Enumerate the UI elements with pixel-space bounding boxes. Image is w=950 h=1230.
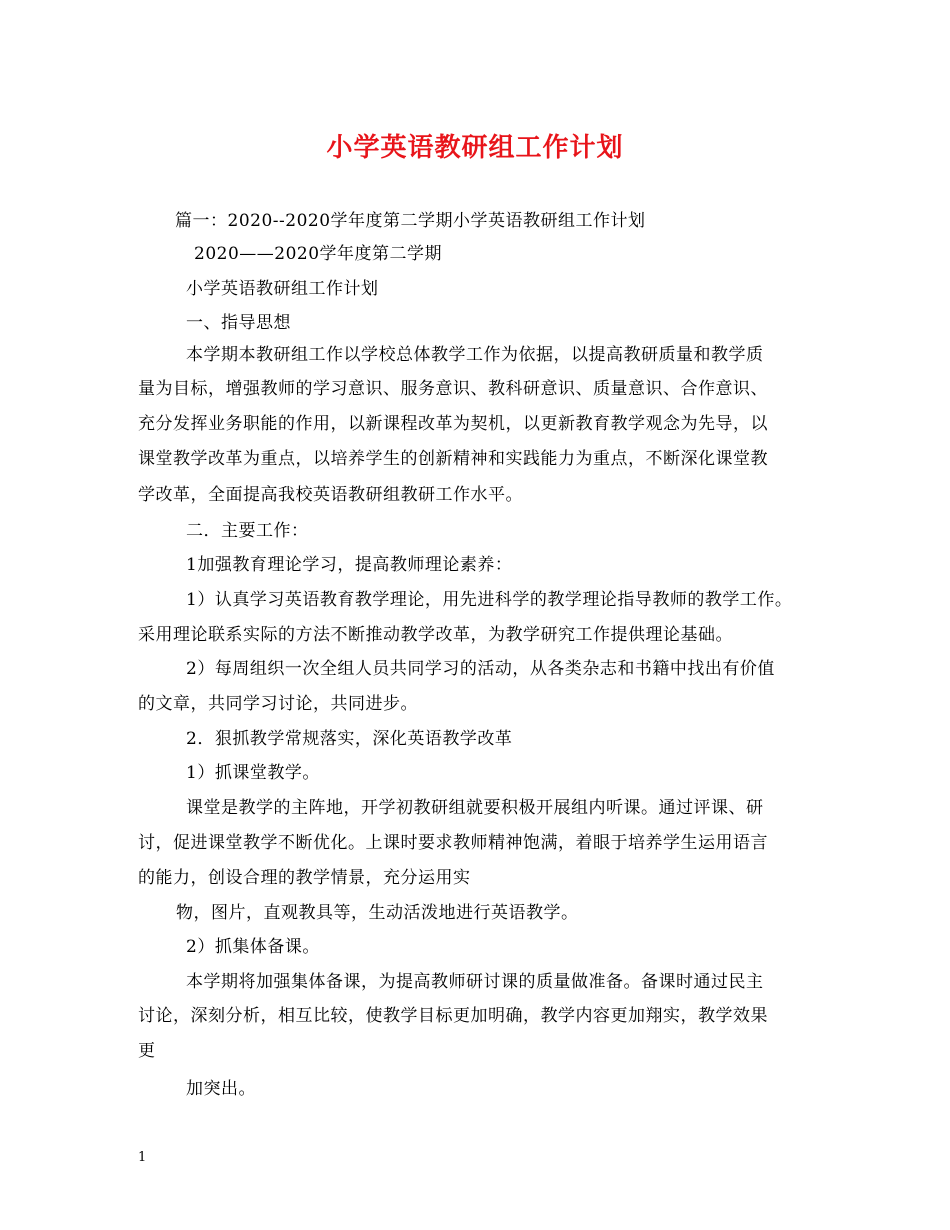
paragraph-line: 的能力，创设合理的教学情景，充分运用实 [138,868,471,888]
section-heading-article-one: 篇一：2020--2020学年度第二学期小学英语教研组工作计划 [175,211,646,231]
page-number: 1 [138,1150,147,1165]
paragraph-line: 本学期本教研组工作以学校总体教学工作为依据，以提高教研质量和教学质 [186,345,764,365]
heading-guiding-ideology: 一、指导思想 [186,313,291,333]
document-title: 小学英语教研组工作计划 [326,133,624,163]
semester-line: 2020——2020学年度第二学期 [194,244,443,264]
subheading-group-lesson-prep: 2）抓集体备课。 [186,937,320,957]
paragraph-line: 课堂教学改革为重点，以培养学生的创新精神和实践能力为重点，不断深化课堂教 [138,449,768,469]
paragraph-line: 物，图片，直观教具等，生动活泼地进行英语教学。 [176,903,579,923]
heading-main-work: 二．主要工作： [186,521,309,541]
paragraph-line: 加突出。 [186,1079,256,1099]
paragraph-line: 讨论，深刻分析，相互比较，使教学目标更加明确，教学内容更加翔实，教学效果 [138,1006,768,1026]
subheading-classroom-teaching: 1）抓课堂教学。 [186,763,320,783]
subheading-theory-study: 1加强教育理论学习，提高教师理论素养： [186,555,513,575]
paragraph-line: 更 [138,1041,156,1061]
paragraph-line: 2）每周组织一次全组人员共同学习的活动，从各类杂志和书籍中找出有价值 [186,659,775,679]
paragraph-line: 的文章，共同学习讨论，共同进步。 [138,694,418,714]
paragraph-line: 1）认真学习英语教育教学理论，用先进科学的教学理论指导教师的教学工作。 [186,590,793,610]
paragraph-line: 学改革，全面提高我校英语教研组教研工作水平。 [138,485,523,505]
paragraph-line: 充分发挥业务职能的作用，以新课程改革为契机，以更新教育教学观念为先导，以 [138,414,768,434]
paragraph-line: 量为目标，增强教师的学习意识、服务意识、教科研意识、质量意识、合作意识、 [138,379,768,399]
paragraph-line: 本学期将加强集体备课，为提高教师研讨课的质量做准备。备课时通过民主 [186,972,764,992]
paragraph-line: 课堂是教学的主阵地，开学初教研组就要积极开展组内听课。通过评课、研 [186,798,764,818]
paragraph-line: 讨，促进课堂教学不断优化。上课时要求教师精神饱满，着眼于培养学生运用语言 [138,833,768,853]
subheading-teaching-routine: 2．狠抓教学常规落实，深化英语教学改革 [186,729,513,749]
plan-subtitle: 小学英语教研组工作计划 [186,279,379,299]
paragraph-line: 采用理论联系实际的方法不断推动教学改革，为教学研究工作提供理论基础。 [138,625,733,645]
